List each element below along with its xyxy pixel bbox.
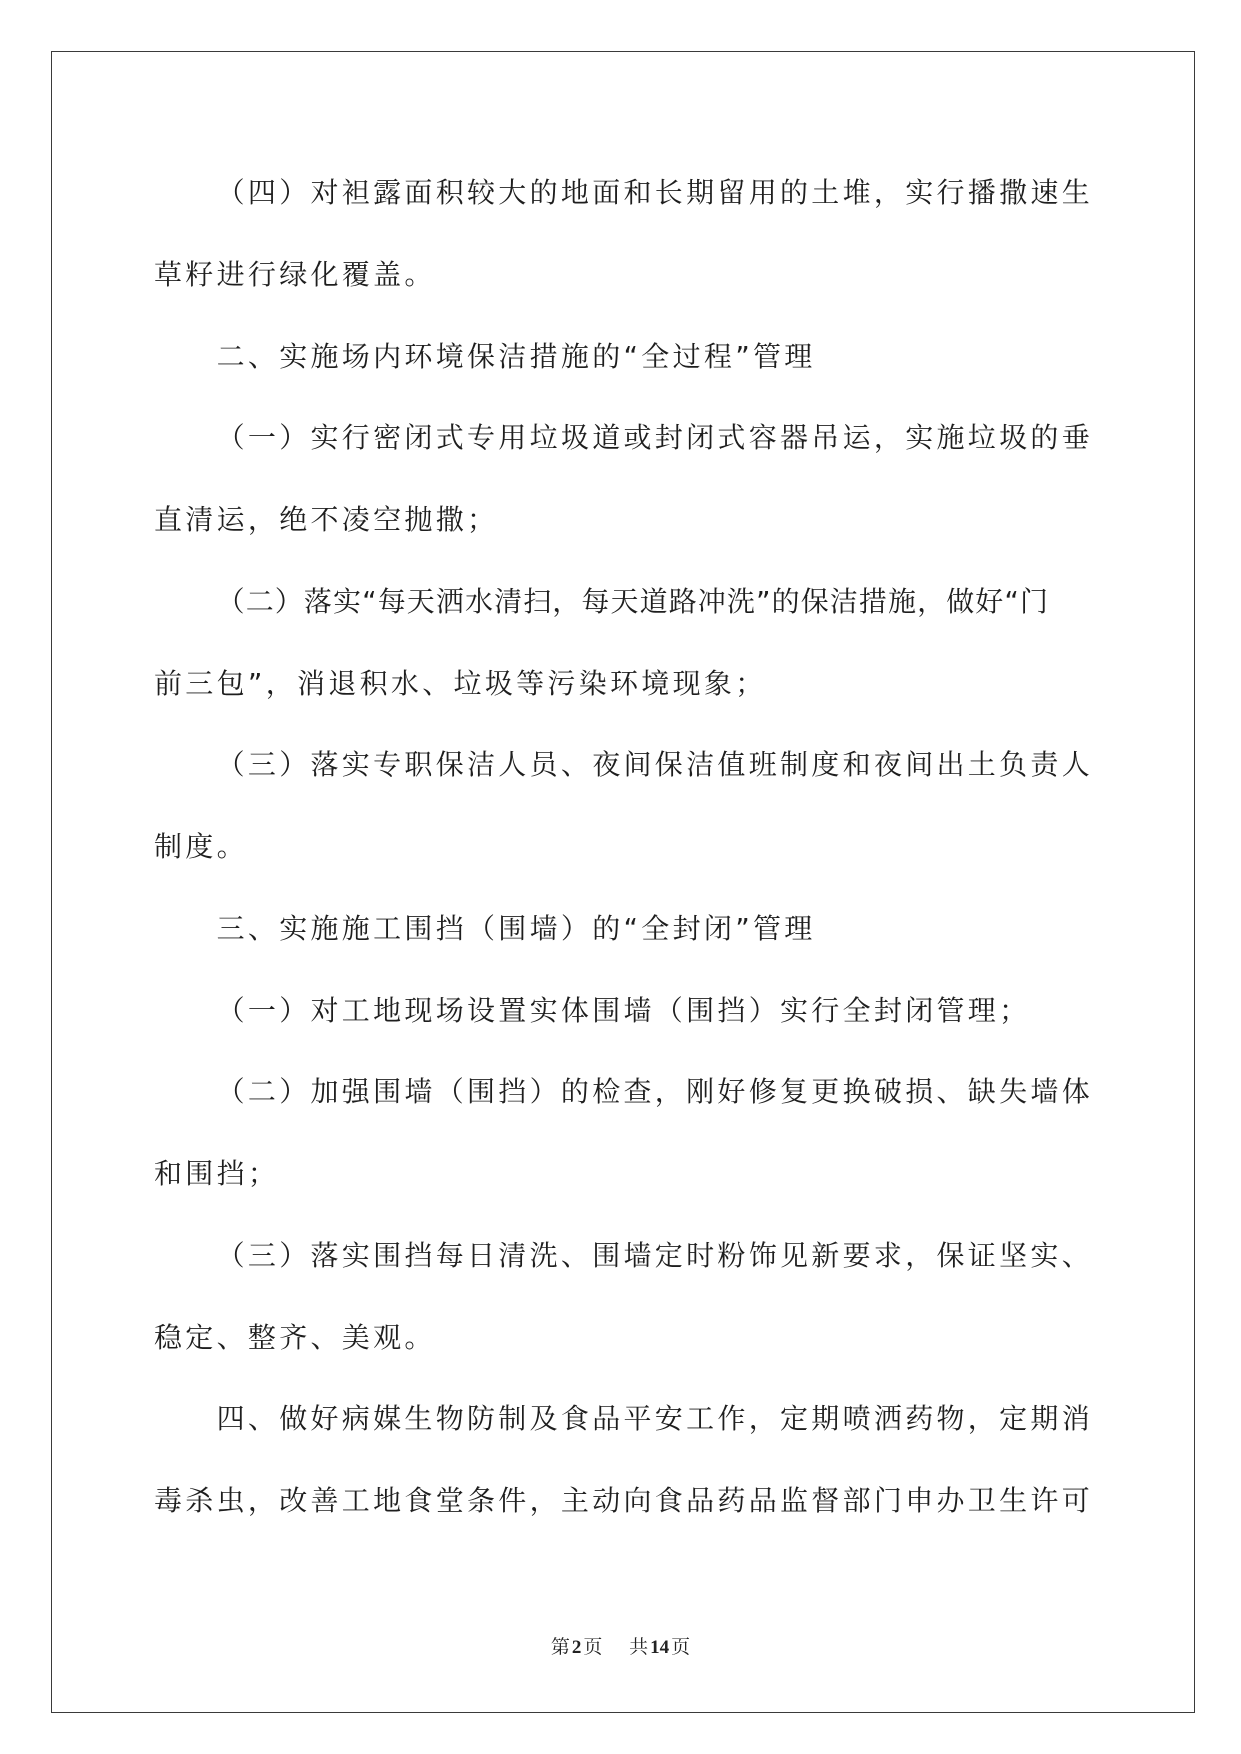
section-heading	[154, 316, 1134, 398]
page-footer	[0, 1634, 1241, 1662]
total-prefix: 共	[629, 1637, 649, 1658]
heading-line: 二、实施场内环境保洁措施的“全过程”管理	[216, 339, 816, 373]
paragraph	[154, 970, 1134, 1052]
paragraph-line: （二）加强围墙（围挡）的检查，刚好修复更换破损、缺失墙体	[216, 1075, 1093, 1109]
section-heading	[154, 888, 1134, 970]
paragraph-line: 四、做好病媒生物防制及食品平安工作，定期喷洒药物，定期消	[216, 1402, 1093, 1436]
paragraph-line: 和围挡；	[154, 1157, 280, 1190]
heading-line: 三、实施施工围挡（围墙）的“全封闭”管理	[216, 911, 816, 945]
paragraph	[154, 1378, 1134, 1542]
paragraph	[154, 1215, 1134, 1379]
paragraph-line: 制度。	[154, 830, 248, 863]
paragraph-line: （一）对工地现场设置实体围墙（围挡）实行全封闭管理；	[216, 993, 1031, 1027]
page-number: 2	[571, 1637, 582, 1658]
paragraph-line: （一）实行密闭式专用垃圾道或封闭式容器吊运，实施垃圾的垂	[216, 421, 1093, 455]
paragraph-line: 稳定、整齐、美观。	[154, 1320, 436, 1354]
paragraph-line: （三）落实围挡每日清洗、围墙定时粉饰见新要求，保证坚实、	[216, 1238, 1093, 1272]
paragraph	[154, 152, 1134, 316]
paragraph-line: 毒杀虫，改善工地食堂条件，主动向食品药品监督部门申办卫生许可	[154, 1484, 1094, 1517]
paragraph-line: 直清运，绝不凌空抛撒；	[154, 503, 499, 536]
paragraph	[154, 397, 1134, 561]
page-indicator	[551, 1637, 607, 1658]
page-prefix: 第	[550, 1637, 570, 1658]
paragraph-line: （四）对袒露面积较大的地面和长期留用的土堆，实行播撒速生	[216, 176, 1093, 209]
paragraph-line: 草籽进行绿化覆盖。	[154, 257, 436, 291]
total-suffix: 页	[671, 1637, 691, 1658]
document-body	[154, 152, 1134, 1542]
total-pages-number: 14	[650, 1637, 670, 1658]
paragraph-line: （二）落实“每天洒水清扫，每天道路冲洗”的保洁措施，做好“门	[216, 584, 1050, 618]
total-pages-indicator	[629, 1637, 690, 1658]
paragraph-line: （三）落实专职保洁人员、夜间保洁值班制度和夜间出土负责人	[216, 748, 1093, 782]
paragraph	[154, 724, 1134, 888]
paragraph	[154, 561, 1134, 725]
page-suffix: 页	[583, 1637, 603, 1658]
paragraph-line: 前三包”，消退积水、垃圾等污染环境现象；	[154, 666, 767, 700]
paragraph	[154, 1051, 1134, 1215]
